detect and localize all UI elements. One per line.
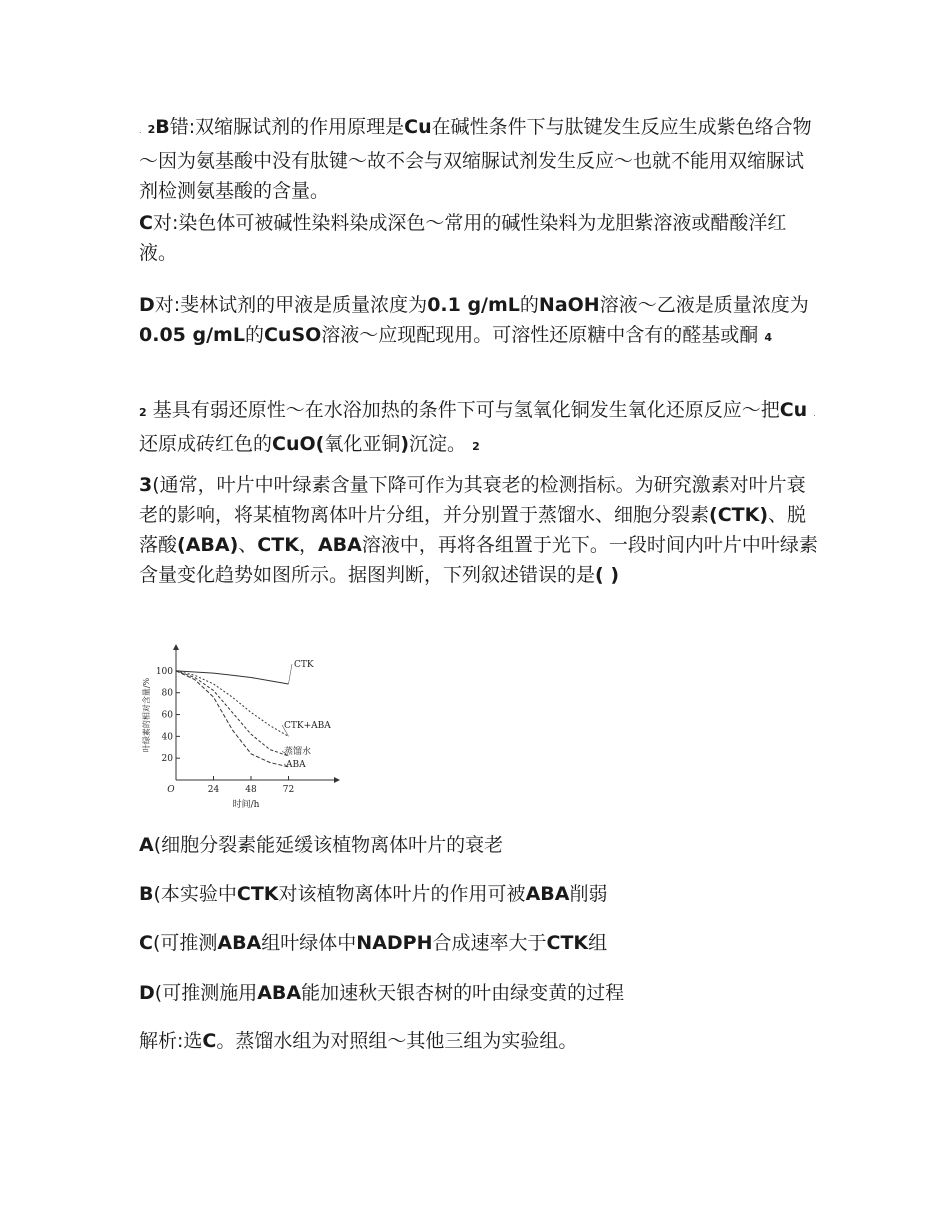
series-label-2: CTK+ABA (284, 721, 331, 731)
paragraph-option-c-explanation: C对:染色体可被碱性染料染成深色～常用的碱性染料为龙胆紫溶液或醋酸洋红液。 (139, 212, 787, 264)
y-tick-label: 40 (161, 732, 173, 743)
chlorophyll-line-chart (139, 640, 349, 810)
paragraph-reduction-explanation: 2 基具有弱还原性～在水浴加热的条件下可与氢氧化铜发生氧化还原反应～把Cu . 还原成砖红色的CuO(氧化亚铜)沉淀。 2 (139, 399, 816, 455)
series-label-3: 蒸馏水 (284, 747, 312, 757)
x-axis-arrow (334, 777, 340, 783)
analysis-line: 解析:选C。蒸馏水组为对照组～其他三组为实验组。 (139, 1030, 578, 1052)
x-tick-label: 72 (282, 785, 295, 795)
paragraph-option-b-explanation: . 2B错:双缩脲试剂的作用原理是Cu在碱性条件下与肽键发生反应生成紫色络合物～因为氨基酸中没有肽键～故不会与双缩脲试剂发生反应～也就不能用双缩脲试剂检测氨基酸的含量。 (139, 116, 812, 202)
series-leader-1 (289, 664, 293, 684)
series-label-4: ABA (286, 760, 306, 770)
option-b: B(本实验中CTK对该植物离体叶片的作用可被ABA削弱 (139, 883, 608, 905)
y-axis-label: 叶绿素的相对含量/% (142, 677, 151, 753)
series-line-4 (176, 671, 289, 767)
x-axis-label: 时间/h (232, 800, 260, 810)
y-tick-label: 80 (161, 688, 173, 699)
question-3-stem: 3(通常，叶片中叶绿素含量下降可作为其衰老的检测指标。为研究激素对叶片衰老的影响，将某植物离体叶片分组，并分别置于蒸馏水、细胞分裂素(CTK)、脱落酸(ABA)、CTK，ABA溶液中，再将各组置于光下。一段时间内叶片中叶绿素含量变化趋势如图所示。据图判断，下列叙述错误的是( ) (139, 474, 818, 586)
series-line-1 (176, 671, 289, 684)
x-tick-label: 48 (245, 785, 257, 795)
series-line-3 (176, 671, 289, 756)
option-c: C(可推测ABA组叶绿体中NADPH合成速率大于CTK组 (139, 932, 608, 954)
y-axis-arrow (173, 644, 179, 650)
origin-label: O (167, 785, 175, 795)
y-tick-label: 60 (161, 710, 173, 721)
y-tick-label: 20 (161, 754, 173, 765)
x-tick-label: 24 (207, 785, 220, 795)
option-a: A(细胞分裂素能延缓该植物离体叶片的衰老 (139, 834, 504, 856)
series-label-1: CTK (294, 660, 314, 670)
y-tick-label: 100 (155, 666, 173, 677)
paragraph-option-d-explanation: D对:斐林试剂的甲液是质量浓度为0.1 g/mL的NaOH溶液～乙液是质量浓度为0.05 g/mL的CuSO溶液～应现配现用。可溶性还原糖中含有的醛基或酮 4 (139, 294, 809, 346)
option-d: D(可推测施用ABA能加速秋天银杏树的叶由绿变黄的过程 (139, 982, 625, 1004)
